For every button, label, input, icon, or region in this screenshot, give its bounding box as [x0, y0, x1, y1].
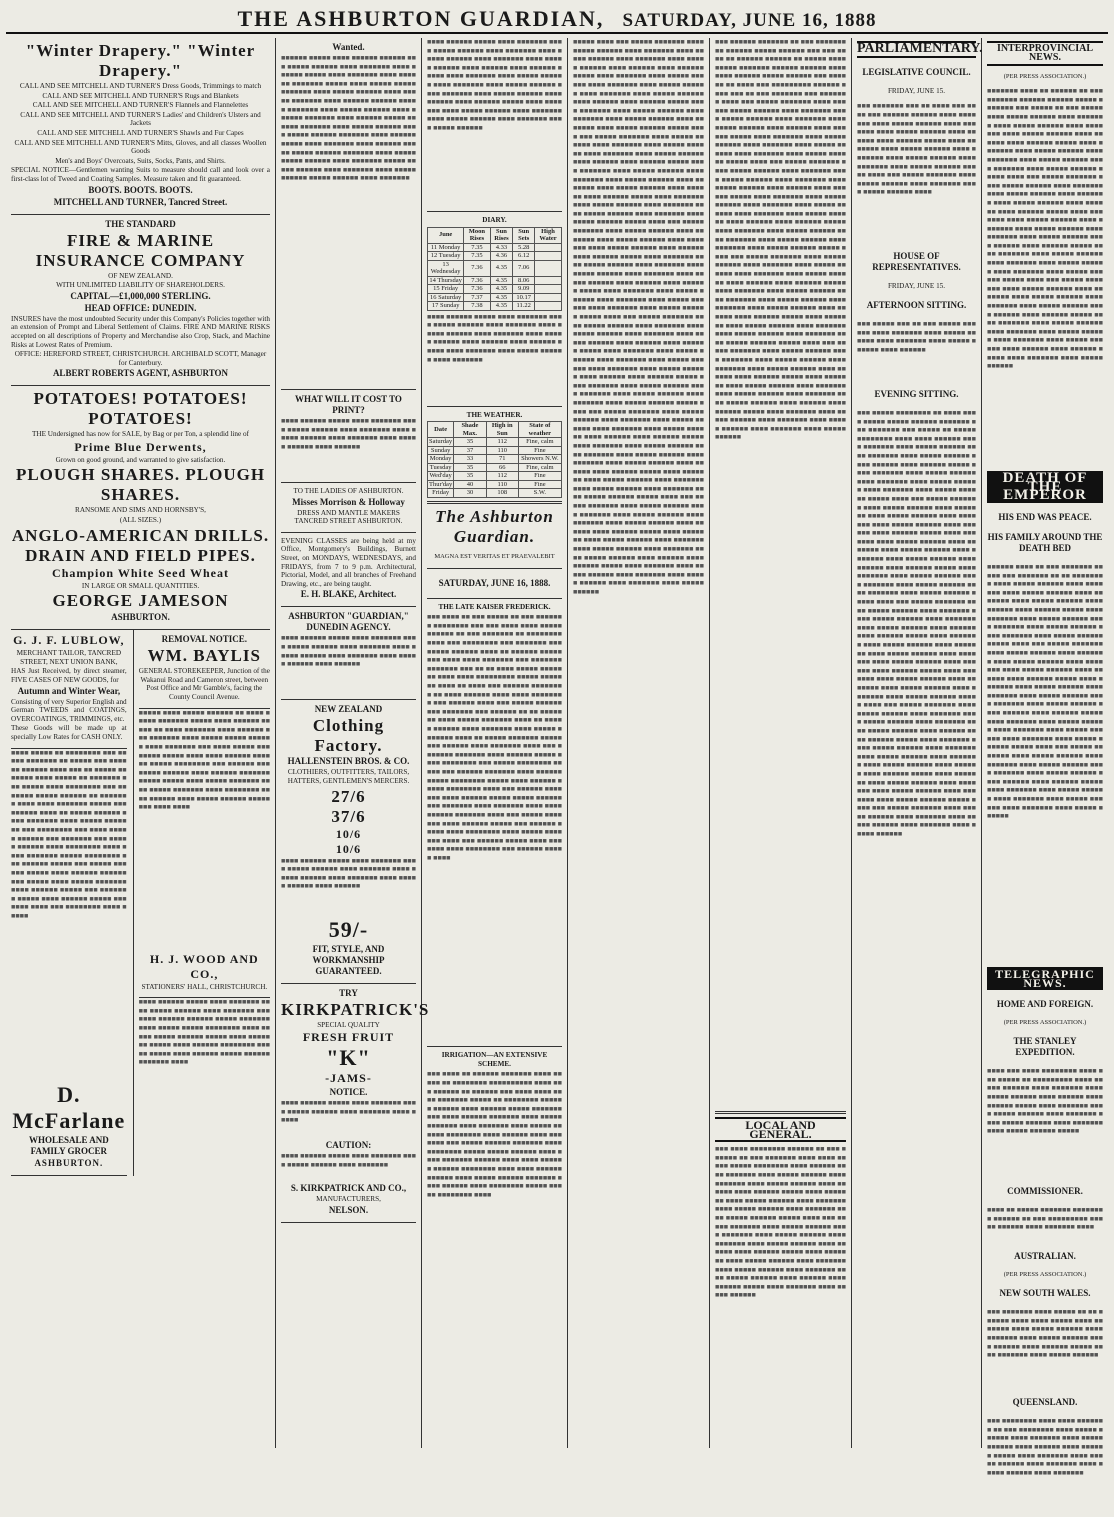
table-cell: 7.37: [464, 293, 490, 302]
table-cell: Fine: [518, 472, 561, 481]
mcfarlane-sub: WHOLESALE AND FAMILY GROCER: [28, 1134, 109, 1156]
table-cell: Fine, calm: [518, 463, 561, 472]
try: TRY: [339, 987, 358, 998]
manufacturers: MANUFACTURERS,: [316, 1195, 381, 1204]
baylis-name: WM. BAYLIS: [147, 646, 261, 666]
blake-name: E. H. BLAKE, Architect.: [300, 589, 397, 600]
ad-evening-classes: [281, 533, 416, 608]
column-2: [276, 38, 430, 1448]
table-cell: 37: [454, 446, 486, 455]
filler-text: ■■■■ ■■■■■■ ■■■■■ ■■■■ ■■■■■■■ ■■■■ ■■■■■ ■■■■■■ ■■■■ ■■■■■■■ ■■■■ ■■■■■ ■■■■■■ ■■■■ ■■■■■■■ ■■■■ ■■■■■ ■■■■■■ ■■■■ ■■■■■■ ■■■■ ■■■■■■ ■■■■■ ■■■■ ■■■■■■■ ■■■■ ■■■■■ ■■■■■■ ■■■■ ■■■■■■■: [427, 312, 562, 364]
baylis-sub: GENERAL STOREKEEPER, Junction of the Wakanui Road and Cameron street, between Post Office and Mr Gamble's, facing the County Council Avenue.: [138, 667, 270, 702]
table-cell: 7.36: [464, 260, 490, 276]
table-cell: Fine: [518, 480, 561, 489]
columns: [6, 38, 1108, 1477]
weather-table: [427, 421, 562, 498]
ad-kirkpatrick: [281, 984, 430, 1223]
table-cell: Showers N.W.: [518, 455, 561, 464]
ad-winter-drapery: [11, 38, 270, 215]
caution: CAUTION:: [325, 1140, 372, 1151]
table-row: [428, 252, 562, 261]
removal-notice: REMOVAL NOTICE.: [161, 634, 247, 645]
table-cell: 30: [454, 489, 486, 498]
table-cell: Thur'day: [429, 480, 453, 488]
family-heading: HIS FAMILY AROUND THE DEATH BED: [987, 531, 1103, 553]
diary-col-header: Sun Sets: [513, 227, 535, 243]
diary-heading: DIARY.: [482, 216, 507, 224]
table-cell: 35: [454, 463, 486, 472]
jameson-town: ASHBURTON.: [111, 612, 170, 623]
col1-lower-right: [133, 630, 270, 1175]
table-cell: Saturday: [429, 438, 453, 446]
table-cell: [534, 243, 561, 252]
ad-lublow: [11, 630, 127, 748]
ad-print-cost: [281, 390, 416, 483]
table-cell: [534, 302, 561, 311]
press-assoc: (PER PRESS ASSOCIATION.): [1003, 72, 1087, 80]
filler-text: ■■■ ■■■■■ ■■■ ■■ ■■■ ■■■■■ ■■■■■■ ■■■■ ■■■■■■■ ■■■■ ■■■■■ ■■■■■■ ■■■■ ■■■■■■■ ■■■■ ■■■■■ ■■■■■■ ■■■■ ■■■■■■: [857, 319, 976, 354]
table-cell: 35: [454, 438, 486, 447]
table-row: [428, 243, 562, 252]
weather-col-header: Date: [428, 422, 454, 438]
filler-text: ■■■ ■■■■ ■■ ■■■ ■■■■■ ■■ ■■■ ■■■■■■■ ■■■■■■■■ ■■■ ■■■ ■■■■ ■■■■ ■■■■■■■■■■■ ■■ ■■■ ■■■■■■■ ■■ ■■■■■■■■ ■■■■ ■■■ ■■■■■■■■ ■■■ ■■■■■■■ ■■■ ■■■■■ ■■■■■■ ■■■■ ■■ ■■■■■■ ■■■■■ ■■■ ■■■■ ■■■■ ■■■■■■■ ■■■ ■■■■■■■ ■■■■■■■ ■■■ ■■ ■■ ■■■■ ■■■■■ ■■■■■■■ ■■■■ ■■■■ ■■■■■■■■■ ■■■■■ ■■■■■■■ ■■■■ ■■ ■■■■ ■■■ ■■■■■■ ■■■■■■■■ ■■ ■■■■ ■■■■■■ ■■■■ ■■■■ ■■■■■■■■ ■■■ ■■■■■■ ■■■■ ■■■ ■■■■■ ■■■■■■ ■■■ ■■■■■■■ ■■■ ■■■■■■ ■■ ■■ ■■■■■■■ ■■■■ ■■■■■ ■■■■■■■ ■■■■ ■■ ■■■■■ ■■■■■■ ■■■■ ■■■■■■■ ■■■■ ■■■■■ ■■■■■■■ ■■■■ ■■ ■■■■■ ■■■■■■■ ■■■■■ ■■■ ■■■■■■ ■■■■ ■■■■■■■ ■■■■ ■■■ ■■■■■■■ ■■■■■■■ ■■■■ ■■■■■■ ■■■■■ ■■■■ ■■■■■■■■ ■■■ ■■■■■ ■■■■■■■■ ■■■■■ ■■■ ■■■■■■ ■■■■■■■ ■■■■ ■■■■■■ ■■■■■ ■■■■■■■■ ■■■■■ ■■■■ ■■■■■■ ■■■■■ ■■■■■■■■ ■■■■ ■■■ ■■■■■■ ■■■■■■■ ■■■■ ■■■■■■ ■■■■■ ■■■■■ ■■■■■■ ■■■ ■■■■■■■ ■■■■ ■■■■■■■ ■■■■ ■■■■ ■■■■■■ ■■■■■■■ ■■■■ ■■■ ■■■■■ ■■■■■■■ ■■■■ ■■■■■■ ■■■■■ ■■■ ■■■■■■ ■■■■■ ■■■■ ■■■■■■■■ ■■■■ ■■■■■ ■■■■■■■ ■■■■ ■■■ ■■■■■■ ■■■■■ ■■■■ ■■■■■■■ ■■■■ ■■■■■■■■ ■■■ ■■■■■■ ■■■■■ ■■■■: [427, 613, 562, 862]
ad-insurance: [11, 215, 270, 387]
table-cell: Wed'day: [429, 472, 452, 480]
boots: BOOTS. BOOTS. BOOTS.: [88, 184, 193, 195]
col1-lower-left: [11, 630, 127, 1175]
table-row: [428, 293, 562, 302]
filler-text: ■■■■ ■■■■■■ ■■■■■ ■■■■ ■■■■■■■ ■■■■ ■■■■■ ■■■■■■ ■■■■ ■■■■■■■: [281, 1152, 416, 1169]
winter-line: CALL AND SEE MITCHELL AND TURNER'S Mitts, Gloves, and all classes Woollen Goods: [14, 138, 267, 156]
wanted-section: [281, 38, 416, 390]
table-cell: 7.36: [464, 276, 490, 285]
table-cell: 4.35: [490, 302, 513, 311]
filler-text: ■■■ ■■■■ ■■ ■■■■■■ ■■■■■■■ ■■■■ ■■■■■ ■■ ■■■■■■■■ ■■■■■■■■■■ ■■■■ ■■■ ■■■■■■ ■■ ■■■■■■ ■■■ ■■■■ ■■■■ ■■■■ ■■■■■■■ ■■■■■ ■■ ■■■■■■■■ ■■■■■■ ■■■■■■ ■■■■ ■■■■■■ ■■■■■ ■■■■■■■ ■■■ ■■■■ ■■■■■■ ■■■■■■■ ■■■■ ■■■■■ ■■■■■■■ ■■■■ ■■■■■■■ ■■■■ ■■■■■ ■■■■■■ ■■■■■■■■ ■■■■ ■■■■■■ ■■■■ ■■■■■■■ ■■■ ■■■■■ ■■■■■■ ■■■■■■■ ■■■■ ■■■■■■■■ ■■■■■ ■■■■■ ■■■■■■ ■■■■ ■■■■ ■■■■■■■ ■■■■■■ ■■■■ ■■■■ ■■■■■■ ■■■■■■ ■■■■■■■■ ■■■■ ■■■■ ■■■■■■ ■■■■■■ ■■■■ ■■■■■ ■■■■■■ ■■■■■■■ ■■■■ ■■■■■■ ■■■■ ■■■■■■■■ ■■■■■ ■■■■■ ■■■■■■■■ ■■■■: [427, 1070, 562, 1199]
dunedin-agency: ASHBURTON "GUARDIAN," DUNEDIN AGENCY.: [288, 611, 409, 633]
table-cell: 7.35: [464, 252, 490, 261]
wood-name: H. J. WOOD AND CO.,: [149, 951, 259, 981]
table-cell: 4.35: [490, 260, 513, 276]
ad-morrison: [281, 483, 416, 533]
table-cell: 7.06: [513, 260, 535, 276]
table-cell: 4.35: [490, 293, 513, 302]
council-heading: LEGISLATIVE COUNCIL.: [862, 66, 971, 77]
col1-lower: [11, 630, 270, 1175]
table-cell: 110: [486, 480, 518, 489]
winter-heading: "Winter Drapery." "Winter Drapery.": [25, 41, 256, 80]
table-row: [428, 472, 562, 481]
nz-label: OF NEW ZEALAND.: [108, 271, 173, 280]
table-cell: Fine: [518, 446, 561, 455]
ad-wood: [139, 949, 270, 999]
table-cell: Fine, calm: [518, 438, 561, 447]
nz-clothing: NEW ZEALAND: [314, 704, 383, 715]
table-cell: 12 Tuesday: [428, 252, 464, 261]
plough-heading: PLOUGH SHARES. PLOUGH SHARES.: [15, 465, 266, 505]
fresh-fruit: FRESH FRUIT: [302, 1030, 395, 1045]
autumn-heading: Autumn and Winter Wear,: [17, 685, 121, 696]
derwents-sub: Grown on good ground, and warranted to give satisfaction.: [55, 455, 226, 464]
wheat-sub: IN LARGE OR SMALL QUANTITIES.: [81, 581, 200, 590]
table-cell: Monday: [428, 455, 454, 464]
masthead: [6, 6, 1108, 34]
table-cell: [534, 276, 561, 285]
winter-line: CALL AND SEE MITCHELL AND TURNER'S Dress Goods, Trimmings to match: [19, 82, 262, 90]
lublow-name: G. J. F. LUBLOW,: [13, 633, 125, 648]
table-cell: 4.36: [490, 252, 513, 261]
winter-line: CALL AND SEE MITCHELL AND TURNER'S Rugs and Blankets: [42, 91, 239, 100]
winter-line: Men's and Boys' Overcoats, Suits, Socks, Pants, and Shirts.: [55, 156, 226, 165]
table-row: [428, 302, 562, 311]
nelson: NELSON.: [328, 1204, 369, 1215]
table-cell: 71: [486, 455, 518, 464]
weather-col-header: State of weather: [518, 422, 561, 438]
filler-text: ■■■■ ■■■■■■ ■■■■■ ■■■■ ■■■■■■■ ■■■■ ■■■■■ ■■■■■■ ■■■■ ■■■■■■■ ■■■■ ■■■■■: [281, 1099, 416, 1125]
peace-heading: HIS END WAS PEACE.: [998, 511, 1092, 522]
table-row: [428, 463, 562, 472]
table-cell: [534, 260, 561, 276]
nsw-heading: NEW SOUTH WALES.: [999, 1288, 1091, 1299]
hallenstein-sub: CLOTHIERS, OUTFITTERS, TAILORS, HATTERS, GENTLEMEN'S MERCERS.: [287, 768, 410, 785]
column-3: [422, 38, 568, 1448]
table-cell: 112: [486, 472, 518, 481]
ad-clothing-factory: [281, 700, 416, 983]
lublow-text: HAS Just Received, by direct steamer, FIVE CASES OF NEW GOODS, for: [11, 667, 127, 685]
ad-baylis: [139, 630, 270, 708]
price: 27/6: [331, 786, 366, 806]
jams: -JAMS-: [325, 1071, 372, 1086]
price: 10/6: [335, 841, 362, 856]
liability: WITH UNLIMITED LIABILITY OF SHAREHOLDERS.: [56, 281, 225, 290]
table-cell: 66: [486, 463, 518, 472]
ransome: RANSOME AND SIMS AND HORNSBY'S,: [75, 506, 206, 515]
autumn-text: Consisting of very Superior English and German TWEEDS and COATINGS, OVERCOATINGS, TRIMMINGS, etc.: [11, 697, 127, 723]
ad-dunedin-agency: [281, 607, 416, 700]
table-cell: 35: [454, 472, 486, 481]
afternoon-heading: AFTERNOON SITTING.: [866, 299, 967, 310]
table-cell: 15 Friday: [428, 285, 464, 294]
lublow-sub: MERCHANT TAILOR, TANCRED STREET, NEXT UNION BANK,: [16, 649, 122, 666]
filler-text: ■■■ ■■■■■■ ■■■■■■■ ■■ ■■■ ■■■■■■■■■ ■■■■■■ ■■■■■ ■■■■■■ ■■■ ■■■ ■■■■ ■■ ■■■■■■ ■■■■■■ ■■ ■■■■■ ■■■■■■■■■ ■■■■■■■ ■■■■■■ ■■■■■■ ■■■■ ■■■■ ■■■■■■ ■■■■■ ■■■■■■ ■■■ ■■■■■■ ■■ ■■■■ ■■■ ■■■■■■■■■ ■■■■■■ ■■■■ ■■■ ■■ ■■■ ■■■■■■■ ■■■ ■■■■■■■ ■■■■ ■■■ ■■■■■ ■■■■■■■ ■■■■ ■■■■■■ ■■■■■ ■■■■■■ ■■■■ ■■■■■■■ ■■■■ ■■■■■ ■■■■■■ ■■■■ ■■■■■■■ ■■■■ ■■■■■ ■■■■■■ ■■■■ ■■■■■■ ■■■■ ■■■■■■ ■■■■■ ■■■■ ■■■■■■■ ■■■■ ■■■■■ ■■■■■■ ■■■■ ■■■■■■■ ■■■■ ■■■■■ ■■■■■■ ■■■■ ■■■■■■■ ■■■■ ■■■■■ ■■■■■■ ■■■■■ ■■■■ ■■■ ■■■■■ ■■■■■■■ ■■■■ ■■■■■ ■■■■■■ ■■■■ ■■■■■■■ ■■■■ ■■■■■ ■■■■■■ ■■■■ ■■■■■■■ ■■■■ ■■■■■ ■■■■■■ ■■■■ ■■■■■■ ■■■■ ■■■■■■ ■■■■■ ■■■■ ■■■■■■■ ■■■■ ■■■■■ ■■■■■■ ■■■■ ■■■■■■■ ■■■■ ■■■■■ ■■■■■■ ■■■■ ■■■■■■■ ■■■■ ■■■■■ ■■■■■■ ■■■■ ■■■■■■ ■■■■ ■■■■■■ ■■■■■ ■■■■ ■■■■■■■ ■■■■ ■■■■■ ■■■■■■ ■■■■ ■■■■■■■ ■■■■ ■■■■■ ■■■■■■ ■■■■ ■■■■■■■ ■■■■ ■■■■■ ■■■■■■ ■■■■■ ■■■■ ■■■ ■■■■■ ■■■■■■■ ■■■■ ■■■■■ ■■■■■■ ■■■■ ■■■■■■■ ■■■■ ■■■■■ ■■■■■■ ■■■■ ■■■■■■■ ■■■■ ■■■■■ ■■■■■■ ■■■■ ■■■■■■ ■■■■ ■■■■■■ ■■■■■ ■■■■ ■■■■■■■ ■■■■ ■■■■■ ■■■■■■ ■■■■ ■■■■■■■ ■■■■ ■■■■■ ■■■■■■ ■■■■ ■■■■■■■ ■■■■ ■■■■■ ■■■■■■ ■■■■ ■■■■■■ ■■■■ ■■■■■■ ■■■■■ ■■■■ ■■■■■■■ ■■■■ ■■■■■ ■■■■■■ ■■■■ ■■■■■■■ ■■■■ ■■■■■ ■■■■■■ ■■■■ ■■■■■■■ ■■■■ ■■■■■ ■■■■■■ ■■■■■ ■■■■ ■■■ ■■■■■ ■■■■■■■ ■■■■ ■■■■■ ■■■■■■ ■■■■ ■■■■■■■ ■■■■ ■■■■■ ■■■■■■ ■■■■ ■■■■■■■ ■■■■ ■■■■■ ■■■■■■ ■■■■ ■■■■■■ ■■■■ ■■■■■■ ■■■■■ ■■■■ ■■■■■■■ ■■■■ ■■■■■ ■■■■■■ ■■■■ ■■■■■■■ ■■■■ ■■■■■ ■■■■■■ ■■■■ ■■■■■■■ ■■■■ ■■■■■ ■■■■■■ ■■■■ ■■■■■■ ■■■■ ■■■■■■ ■■■■■ ■■■■ ■■■■■■■ ■■■■ ■■■■■ ■■■■■■ ■■■■ ■■■■■■■ ■■■■ ■■■■■ ■■■■■■ ■■■■ ■■■■■■■ ■■■■ ■■■■■ ■■■■■■: [715, 38, 846, 442]
jameson-name: GEORGE JAMESON: [52, 591, 229, 611]
winter-notice: SPECIAL NOTICE—Gentlemen wanting Suits to measure should call and look over a first-class lot of Tweed and Coating Samples. Measure taken and fit guaranteed.: [11, 166, 270, 183]
masthead-title: THE ASHBURTON GUARDIAN,: [237, 6, 605, 31]
stanley-heading: THE STANLEY EXPEDITION.: [1013, 1036, 1077, 1058]
table-row: [428, 455, 562, 464]
table-cell: 11.22: [513, 302, 535, 311]
irrigation-heading: IRRIGATION—AN EXTENSIVE SCHEME.: [441, 1051, 548, 1068]
filler-text: ■■■■ ■■■■■■ ■■■■■ ■■■■ ■■■■■■■ ■■■■ ■■■■■ ■■■■■■ ■■■■ ■■■■■■■ ■■■■ ■■■■■ ■■■■■■ ■■■■ ■■■■■■■ ■■■■ ■■■■■ ■■■■■■ ■■■■ ■■■■■■: [281, 856, 416, 891]
capital: CAPITAL—£1,000,000 STERLING.: [70, 290, 211, 301]
table-cell: 17 Sunday: [428, 302, 464, 311]
table-cell: [534, 285, 561, 294]
emperor-heading: DEATH OF THE EMPEROR: [987, 471, 1103, 503]
table-cell: S.W.: [518, 489, 561, 498]
paper-title: The Ashburton Guardian.: [435, 506, 554, 546]
masthead-date: SATURDAY, JUNE 16, 1888: [622, 10, 877, 31]
table-cell: 33: [454, 455, 486, 464]
winter-line: CALL AND SEE MITCHELL AND TURNER'S Ladies' and Children's Ulsters and Jackets: [20, 110, 261, 128]
sizes: (ALL SIZES.): [119, 516, 162, 525]
commissioner-heading: COMMISSIONER.: [1007, 1186, 1083, 1197]
kaiser-heading: THE LATE KAISER FREDERICK.: [438, 602, 551, 611]
evening-text: EVENING CLASSES are being held at my Office, Montgomery's Buildings, Burnett Street, on MONDAYS, WEDNESDAYS, and FRIDAYS, from 7 to 9 p.m. Architectural, Pictorial, Model, and all branches of Freehand Drawing, etc., are being taught.: [281, 536, 416, 588]
weather-col-header: High in Sun: [486, 422, 518, 438]
table-cell: 9.09: [513, 285, 535, 294]
branch-office: OFFICE: HEREFORD STREET, CHRISTCHURCH. ARCHIBALD SCOTT, Manager for Canterbury.: [14, 350, 267, 367]
agent: ALBERT ROBERTS AGENT, ASHBURTON: [52, 368, 229, 379]
potatoes-heading: POTATOES! POTATOES! POTATOES!: [33, 389, 248, 429]
ad-mcfarlane: [11, 1079, 127, 1176]
kirk-sub: SPECIAL QUALITY: [317, 1020, 380, 1029]
filler-text: ■■■ ■■■■■■■ ■■■■ ■■■■■ ■■ ■■ ■■■■■■ ■■■■ ■■■■ ■■■■■ ■■■■ ■■■■■■■ ■■■■ ■■■■■ ■■■■■■ ■■■■ ■■■■■■■ ■■■■ ■■■■■ ■■■■■■ ■■■■ ■■■■■■ ■■■■ ■■■■■■ ■■■■■ ■■■■ ■■■■■■■ ■■■■ ■■■■■ ■■■■■■: [987, 1308, 1103, 1360]
hallenstein-name: HALLENSTEIN BROS. & CO.: [287, 756, 410, 767]
filler-text: ■■■■ ■■■■■■ ■■■■■ ■■■■ ■■■■■■■ ■■■■ ■■■■■ ■■■■■■ ■■■■ ■■■■■■■ ■■■■ ■■■■■ ■■■■■■ ■■■■ ■■■■■■■ ■■■■ ■■■■■ ■■■■■■ ■■■■ ■■■■■■: [281, 417, 416, 451]
table-cell: 11 Monday: [428, 243, 464, 252]
table-cell: [534, 293, 561, 302]
table-row: [428, 260, 562, 276]
table-cell: [534, 252, 561, 261]
wheat-heading: Champion White Seed Wheat: [52, 565, 229, 580]
table-row: [428, 438, 562, 447]
winter-line: CALL AND SEE MITCHELL AND TURNER'S Flannels and Flannelettes: [32, 101, 249, 110]
filler-text: ■■■■■ ■■■■ ■■■ ■■■■■ ■■■■■■■ ■■■■ ■■■■■ ■■■■■■ ■■■■ ■■■■■■■ ■■■■ ■■■■■ ■■■■■■ ■■■■ ■■■■■■■ ■■■■ ■■■■■ ■■■■■■ ■■■■ ■■■■■■ ■■■■ ■■■■■■ ■■■■■ ■■■■ ■■■■■■■ ■■■■ ■■■■■ ■■■■■■ ■■■■ ■■■■■■■ ■■■■ ■■■■■ ■■■■■■ ■■■■ ■■■■■■■ ■■■■ ■■■■■ ■■■■■■ ■■■■ ■■■■■■ ■■■■ ■■■■■■ ■■■■■ ■■■■ ■■■■■■■ ■■■■ ■■■■■ ■■■■■■ ■■■■ ■■■■■■■ ■■■■ ■■■■■ ■■■■■■ ■■■■ ■■■■■■■ ■■■■ ■■■■■ ■■■■■■ ■■■■■ ■■■■ ■■■ ■■■■■ ■■■■■■■ ■■■■ ■■■■■ ■■■■■■ ■■■■ ■■■■■■■ ■■■■ ■■■■■ ■■■■■■ ■■■■ ■■■■■■■ ■■■■ ■■■■■ ■■■■■■ ■■■■ ■■■■■■ ■■■■ ■■■■■■ ■■■■■ ■■■■ ■■■■■■■ ■■■■ ■■■■■ ■■■■■■ ■■■■ ■■■■■■■ ■■■■ ■■■■■ ■■■■■■ ■■■■ ■■■■■■■ ■■■■ ■■■■■ ■■■■■■ ■■■■ ■■■■■■ ■■■■ ■■■■■■ ■■■■■ ■■■■ ■■■■■■■ ■■■■ ■■■■■ ■■■■■■ ■■■■ ■■■■■■■ ■■■■ ■■■■■ ■■■■■■ ■■■■ ■■■■■■■ ■■■■ ■■■■■ ■■■■■■ ■■■■■ ■■■■ ■■■ ■■■■■ ■■■■■■■ ■■■■ ■■■■■ ■■■■■■ ■■■■ ■■■■■■■ ■■■■ ■■■■■ ■■■■■■ ■■■■ ■■■■■■■ ■■■■ ■■■■■ ■■■■■■ ■■■■ ■■■■■■ ■■■■ ■■■■■■ ■■■■■ ■■■■ ■■■■■■■ ■■■■ ■■■■■ ■■■■■■ ■■■■ ■■■■■■■ ■■■■ ■■■■■ ■■■■■■ ■■■■ ■■■■■■■ ■■■■ ■■■■■ ■■■■■■ ■■■■ ■■■■■■ ■■■■ ■■■■■■ ■■■■■ ■■■■ ■■■■■■■ ■■■■ ■■■■■ ■■■■■■ ■■■■ ■■■■■■■ ■■■■ ■■■■■ ■■■■■■ ■■■■ ■■■■■■■ ■■■■ ■■■■■ ■■■■■■ ■■■■■ ■■■■ ■■■ ■■■■■ ■■■■■■■ ■■■■ ■■■■■ ■■■■■■ ■■■■ ■■■■■■■ ■■■■ ■■■■■ ■■■■■■ ■■■■ ■■■■■■■ ■■■■ ■■■■■ ■■■■■■ ■■■■ ■■■■■■ ■■■■ ■■■■■■ ■■■■■ ■■■■ ■■■■■■■ ■■■■ ■■■■■ ■■■■■■ ■■■■ ■■■■■■■ ■■■■ ■■■■■ ■■■■■■ ■■■■ ■■■■■■■ ■■■■ ■■■■■ ■■■■■■ ■■■■ ■■■■■■ ■■■■ ■■■■■■ ■■■■■ ■■■■ ■■■■■■■ ■■■■ ■■■■■ ■■■■■■ ■■■■ ■■■■■■■ ■■■■ ■■■■■ ■■■■■■ ■■■■ ■■■■■■■ ■■■■ ■■■■■ ■■■■■■ ■■■■■ ■■■■ ■■■ ■■■■■ ■■■■■■■ ■■■■ ■■■■■ ■■■■■■ ■■■■ ■■■■■■■ ■■■■ ■■■■■ ■■■■■■ ■■■■ ■■■■■■■ ■■■■ ■■■■■ ■■■■■■ ■■■■ ■■■■■■ ■■■■ ■■■■■■ ■■■■■ ■■■■ ■■■■■■■ ■■■■ ■■■■■ ■■■■■■ ■■■■ ■■■■■■■ ■■■■ ■■■■■ ■■■■■■ ■■■■ ■■■■■■■ ■■■■ ■■■■■ ■■■■■■ ■■■■ ■■■■■■ ■■■■ ■■■■■■ ■■■■■ ■■■■ ■■■■■■■ ■■■■ ■■■■■ ■■■■■■ ■■■■ ■■■■■■■ ■■■■ ■■■■■ ■■■■■■ ■■■■ ■■■■■■■ ■■■■ ■■■■■ ■■■■■■ ■■■■■ ■■■■ ■■■ ■■■■■ ■■■■■■■ ■■■■ ■■■■■ ■■■■■■ ■■■■ ■■■■■■■ ■■■■ ■■■■■ ■■■■■■ ■■■■ ■■■■■■■ ■■■■ ■■■■■ ■■■■■■ ■■■■ ■■■■■■ ■■■■ ■■■■■■ ■■■■■ ■■■■ ■■■■■■■ ■■■■ ■■■■■ ■■■■■■ ■■■■ ■■■■■■■ ■■■■ ■■■■■ ■■■■■■ ■■■■ ■■■■■■■ ■■■■ ■■■■■ ■■■■■■ ■■■■ ■■■■■■ ■■■■ ■■■■■■ ■■■■■ ■■■■ ■■■■■■■ ■■■■ ■■■■■ ■■■■■■ ■■■■ ■■■■■■■ ■■■■ ■■■■■ ■■■■■■ ■■■■ ■■■■■■■ ■■■■ ■■■■■ ■■■■■■: [573, 38, 704, 596]
filler-text: ■■■■■■ ■■■■■ ■■■■ ■■■■■■ ■■■■■■ ■■■ ■■■■■ ■■■■■■ ■■■■ ■■■■■■■ ■■■■ ■■■■■■ ■■■■■ ■■■■ ■■■■■■■ ■■■■ ■■■■■■ ■■■■■■■ ■■■■■ ■■■■ ■■■■■ ■■■■■ ■■■■■■■ ■■■■ ■■■■■ ■■■■■■ ■■■■ ■■■■■ ■■■■■■■ ■■■■ ■■■■■■ ■■■■■■ ■■■■■ ■■■■■■■ ■■■■ ■■■■■ ■■■■■■ ■■■■ ■■■■■■ ■■■■■■■ ■■■■ ■■■■■■ ■■■■■ ■■■■■■ ■■■■■■■ ■■■■ ■■■■■ ■■■■■■ ■■■■ ■■■■■ ■■■■■■ ■■■■■■■ ■■■■ ■■■■■■ ■■■■■ ■■■■ ■■■■■■■ ■■■■ ■■■■■■ ■■■■■ ■■■■■ ■■■■■■ ■■■■■■■ ■■■■ ■■■■■ ■■■■■ ■■■■■■ ■■■■ ■■■■■■■ ■■■■■ ■■■■■ ■■■■■■ ■■■■ ■■■■■■■ ■■■■ ■■■■■ ■■■■■■ ■■■■■ ■■■■■■ ■■■■ ■■■■■■■: [281, 54, 416, 183]
weather-col-header: Shade Max.: [454, 422, 486, 438]
local-general-heading: LOCAL AND GENERAL.: [715, 1117, 846, 1142]
house-heading: HOUSE OF REPRESENTATIVES.: [872, 251, 961, 273]
fit-line: FIT, STYLE, AND WORKMANSHIP GUARANTEED.: [312, 943, 385, 976]
house-date: FRIDAY, JUNE 15.: [887, 282, 946, 291]
mcfarlane-name: D. McFarlane: [12, 1081, 126, 1133]
kirk-company: S. KIRKPATRICK AND CO.,: [290, 1183, 407, 1194]
table-cell: 4.35: [490, 276, 513, 285]
table-row: [428, 446, 562, 455]
filler-text: ■■■ ■■■■ ■■■■■■■■ ■■■■■■ ■■ ■■■ ■■■■■■ ■■ ■■■ ■■■■■■■ ■■■■ ■■■■ ■■ ■■■ ■■■■■ ■■■■■■■■ ■■■■ ■■■■■■ ■■■■ ■■■■■■■ ■■■■ ■■■■■ ■■■■■■ ■■■■ ■■■■■■■ ■■■■ ■■■■■ ■■■■■■ ■■■■ ■■■■■■ ■■■■ ■■■■■■ ■■■■■ ■■■■ ■■■■■■■ ■■■■ ■■■■■ ■■■■■■ ■■■■ ■■■■■■■ ■■■■ ■■■■■ ■■■■■■ ■■■■ ■■■■■■■ ■■■■ ■■■■■ ■■■■■■ ■■■■■ ■■■■ ■■■ ■■■■■ ■■■■■■■ ■■■■ ■■■■■ ■■■■■■ ■■■■ ■■■■■■■ ■■■■ ■■■■■ ■■■■■■ ■■■■ ■■■■■■■ ■■■■ ■■■■■ ■■■■■■ ■■■■ ■■■■■■ ■■■■ ■■■■■■ ■■■■■ ■■■■ ■■■■■■■ ■■■■ ■■■■■ ■■■■■■ ■■■■ ■■■■■■■ ■■■■ ■■■■■ ■■■■■■ ■■■■ ■■■■■■■ ■■■■ ■■■■■ ■■■■■■ ■■■■ ■■■■■■ ■■■■ ■■■■■■ ■■■■■ ■■■■ ■■■■■■■ ■■■■ ■■■■■ ■■■■■■: [715, 1145, 846, 1300]
table-row: [428, 285, 562, 294]
filler-text: ■■■■ ■■ ■■■■■ ■■■■■■■ ■■■■■■■■ ■■■■■■ ■■ ■■■ ■■■■■■■■■ ■■■■■ ■■■■■■ ■■■■ ■■■■■■■ ■■■■: [987, 1206, 1103, 1232]
price: 37/6: [331, 806, 366, 826]
filler-text: ■■■■ ■■■■■■ ■■■■■ ■■■■ ■■■■■■■ ■■■■ ■■■■■ ■■■■■■ ■■■■ ■■■■■■■ ■■■■ ■■■■■ ■■■■■■ ■■■■ ■■■■■■■ ■■■■ ■■■■■ ■■■■■■ ■■■■ ■■■■■■ ■■■■ ■■■■■■ ■■■■■ ■■■■ ■■■■■■■ ■■■■ ■■■■■ ■■■■■■ ■■■■ ■■■■■■■ ■■■■ ■■■■■ ■■■■■■ ■■■■ ■■■■■■■ ■■■■ ■■■■■ ■■■■■■ ■■■■ ■■■■■■ ■■■■ ■■■■■■ ■■■■■ ■■■■ ■■■■■■■ ■■■■ ■■■■■ ■■■■■■ ■■■■ ■■■■■■■ ■■■■ ■■■■■ ■■■■■■ ■■■■ ■■■■■■■ ■■■■ ■■■■■ ■■■■■■: [427, 38, 562, 132]
filler-text: ■■■■ ■■■■■■ ■■■■■ ■■■■ ■■■■■■■ ■■■■ ■■■■■ ■■■■■■ ■■■■ ■■■■■■■ ■■■■ ■■■■■ ■■■■■■ ■■■■ ■■■■■■■ ■■■■ ■■■■■ ■■■■■■ ■■■■ ■■■■■■: [281, 634, 416, 669]
table-cell: 110: [486, 446, 518, 455]
derwents: Prime Blue Derwents,: [74, 439, 207, 454]
table-cell: 7.36: [464, 285, 490, 294]
wanted-heading: Wanted.: [332, 42, 365, 52]
pipes-heading: DRAIN AND FIELD PIPES.: [25, 545, 256, 565]
table-cell: 40: [454, 480, 486, 489]
motto: MAGNA EST VERITAS ET PRAEVALEBIT: [434, 553, 555, 561]
table-cell: 16 Saturday: [428, 293, 464, 302]
k-brand: "K": [326, 1045, 371, 1071]
diary-table: [427, 227, 562, 311]
interprovincial-heading: INTERPROVINCIAL NEWS.: [987, 41, 1103, 66]
price-big: 59/-: [328, 916, 369, 942]
telegraphic-heading: TELEGRAPHIC NEWS.: [987, 967, 1103, 990]
drills-heading: ANGLO-AMERICAN DRILLS.: [11, 525, 270, 545]
table-cell: 14 Thursday: [429, 276, 462, 284]
clothing-title: Clothing Factory.: [312, 716, 385, 756]
home-foreign-heading: HOME AND FOREIGN.: [996, 999, 1094, 1010]
diary-col-header: High Water: [534, 227, 561, 243]
column-4: [568, 38, 710, 1448]
council-date: FRIDAY, JUNE 15.: [887, 86, 946, 95]
australian-heading: AUSTRALIAN.: [1014, 1251, 1076, 1262]
morrison-name: Misses Morrison & Holloway: [292, 496, 405, 507]
diary-col-header: Sun Rises: [490, 227, 513, 243]
notice: NOTICE.: [329, 1087, 368, 1098]
std-label: THE STANDARD: [105, 218, 176, 229]
filler-text: ■■■■■ ■■■■ ■■■■■ ■■■■■■ ■■ ■■■■ ■■■■■ ■■■■■■■ ■■■■■ ■■■■ ■■■■■■ ■■■■■ ■■ ■■■■ ■■■■■■■ ■■■■ ■■■■■■ ■■■ ■■■■■■■ ■■■■ ■■■■■ ■■■■■ ■■■■■■ ■■■■ ■■■■■■■ ■■■ ■■■■ ■■■■■ ■■■■■■■■ ■■■■■ ■■■■ ■■■■ ■■■■■■ ■■■■■■ ■■■■■ ■■■■■■■■ ■■■ ■■■■■■ ■■■ ■■■■■ ■■■■■■ ■■■■ ■■■■■■ ■■■■■■■ ■■■■■ ■■■■■ ■■■■ ■■■■■ ■■■■■■■ ■■■■ ■■■■■ ■■■■■■■ ■■■■ ■■■■■■■■ ■■■■ ■■■■■■ ■■■■ ■■■■■ ■■■■■■ ■■■■■■■■ ■■■■ ■■■■: [138, 708, 270, 812]
column-7: [982, 38, 1108, 1477]
filler-text: ■■■ ■■■■■■■■ ■■■■ ■■■■ ■■■■■■■ ■■ ■■■ ■■■■■■■■ ■■■■ ■■■■■ ■■■■■■ ■■■■ ■■■■■■■ ■■■■ ■■■■■ ■■■■■■ ■■■■ ■■■■■■ ■■■■ ■■■■■■ ■■■■■ ■■■■ ■■■■■■■ ■■■■ ■■■■■ ■■■■■■ ■■■■ ■■■■■■■ ■■■■ ■■■■■ ■■■■■■ ■■■■ ■■■■■■■: [987, 1417, 1103, 1477]
press-assoc: (PER PRESS ASSOCIATION.): [1003, 1019, 1087, 1027]
table-cell: 10.17: [513, 293, 535, 302]
table-cell: 13 Wednesday: [428, 260, 464, 276]
filler-text: ■■■■ ■■■■■■ ■■■■■ ■■■■ ■■■■■■■ ■■■■ ■■■■■ ■■■■■■ ■■■■ ■■■■■■■ ■■■ ■■■■ ■■■■■■ ■■■■■■ ■■■■■ ■■■■■■■ ■■■■ ■■■■■ ■■■■■ ■■■■■■■■ ■■■■ ■■■■■ ■■■■■ ■■■■■■ ■■■■■ ■■■■ ■■■■■■■ ■■■■■ ■■■■ ■■■■■■ ■■■■■■■■ ■■■■■ ■■■■■ ■■■■ ■■■■■■ ■■■■■ ■■■■■■ ■■■■■■■ ■■■■: [138, 998, 270, 1067]
diary-col-header: June: [428, 227, 464, 243]
ad-jameson: [11, 386, 270, 630]
evening-heading: EVENING SITTING.: [874, 388, 959, 399]
filler-text: ■■■ ■■■■■■■ ■■■ ■■ ■■■■ ■■■ ■■■■ ■■■ ■■■■■■ ■■■■■■ ■■■■ ■■■■■■■ ■■■■ ■■■■■ ■■■■■■ ■■■■ ■■■■■■■ ■■■■ ■■■■■ ■■■■■■ ■■■■ ■■■■■■ ■■■■ ■■■■■■ ■■■■■ ■■■■ ■■■■■■■ ■■■■ ■■■■■ ■■■■■■ ■■■■ ■■■■■■■ ■■■■ ■■■■■ ■■■■■■ ■■■■ ■■■■■■■ ■■■■ ■■■■■ ■■■■■■ ■■■■■ ■■■■ ■■■ ■■■■■ ■■■■■■■ ■■■■ ■■■■■ ■■■■■■ ■■■■ ■■■■■■■ ■■■■ ■■■■■ ■■■■■■ ■■■■: [857, 102, 976, 197]
kirk-name: KIRKPATRICK'S: [281, 999, 430, 1019]
table-cell: 4.35: [490, 285, 513, 294]
parliamentary-heading: PARLIAMENTARY.: [857, 41, 983, 56]
column-5: [710, 38, 852, 1448]
filler-text: ■■■■■■ ■■■■ ■■ ■■■ ■■■■■■■ ■■■■■ ■■■ ■■■■■■■ ■■ ■■ ■■■■■■■■ ■■■■ ■■■■■ ■■■■■■ ■■■■ ■■■■■■■ ■■■■ ■■■■■ ■■■■■■ ■■■■ ■■■■■■■ ■■■■ ■■■■■ ■■■■■■ ■■■■ ■■■■■■ ■■■■ ■■■■■■ ■■■■■ ■■■■ ■■■■■■■ ■■■■ ■■■■■ ■■■■■■ ■■■■ ■■■■■■■ ■■■■ ■■■■■ ■■■■■■ ■■■■ ■■■■■■■ ■■■■ ■■■■■ ■■■■■■ ■■■■■ ■■■■ ■■■ ■■■■■ ■■■■■■■ ■■■■ ■■■■■ ■■■■■■ ■■■■ ■■■■■■■ ■■■■ ■■■■■ ■■■■■■ ■■■■ ■■■■■■■ ■■■■ ■■■■■ ■■■■■■ ■■■■ ■■■■■■ ■■■■ ■■■■■■ ■■■■■ ■■■■ ■■■■■■■ ■■■■ ■■■■■ ■■■■■■ ■■■■ ■■■■■■■ ■■■■ ■■■■■ ■■■■■■ ■■■■ ■■■■■■■ ■■■■ ■■■■■ ■■■■■■ ■■■■ ■■■■■■ ■■■■ ■■■■■■ ■■■■■ ■■■■ ■■■■■■■ ■■■■ ■■■■■ ■■■■■■ ■■■■ ■■■■■■■ ■■■■ ■■■■■ ■■■■■■ ■■■■ ■■■■■■■ ■■■■ ■■■■■ ■■■■■■ ■■■■■ ■■■■ ■■■ ■■■■■ ■■■■■■■ ■■■■ ■■■■■ ■■■■■■ ■■■■ ■■■■■■■ ■■■■ ■■■■■ ■■■■■■ ■■■■ ■■■■■■■ ■■■■ ■■■■■ ■■■■■■ ■■■■ ■■■■■■ ■■■■ ■■■■■■ ■■■■■ ■■■■ ■■■■■■■ ■■■■ ■■■■■ ■■■■■■ ■■■■ ■■■■■■■ ■■■■ ■■■■■ ■■■■■■ ■■■■ ■■■■■■■ ■■■■ ■■■■■ ■■■■■■: [987, 562, 1103, 821]
table-row: [428, 480, 562, 489]
filler-text: ■■■■ ■■■ ■■■■ ■■■■■■■■ ■■■■ ■■■ ■■■■■ ■■ ■■■■■■■■■ ■■■■ ■■■■■ ■■■■■■ ■■■■ ■■■■■■■ ■■■■ ■■■■■ ■■■■■■ ■■■■ ■■■■■■ ■■■■ ■■■■■■ ■■■■■ ■■■■ ■■■■■■■ ■■■■ ■■■■■ ■■■■■■ ■■■■ ■■■■■■■ ■■■■ ■■■■■ ■■■■■■ ■■■■ ■■■■■■■ ■■■■ ■■■■■ ■■■■■■ ■■■■■: [987, 1067, 1103, 1136]
table-cell: 8.06: [513, 276, 535, 285]
table-cell: 6.12: [513, 252, 535, 261]
press-assoc: (PER PRESS ASSOCIATION.): [1003, 1271, 1087, 1279]
morrison-sub: DRESS AND MANTLE MAKERS TANCRED STREET ASHBURTON.: [294, 508, 403, 526]
diary-col-header: Moon Rises: [464, 227, 490, 243]
table-cell: 108: [486, 489, 518, 498]
table-row: [428, 489, 562, 498]
insures-text: INSURES have the most undoubted Security under this Company's Policies together with an extension of Prompt and Liberal Settlement of Claims. FIRE AND MARINE RISKS accepted on all descriptions of Property and Merchandise also Crop, Stack, and Machine Risks at Lowest Rates of Premium.: [11, 314, 270, 349]
fire-marine-title: FIRE & MARINE INSURANCE COMPANY: [35, 230, 246, 270]
potato-text: THE Undersigned has now for SALE, by Bag or per Ton, a splendid line of: [32, 430, 249, 439]
issue-date: SATURDAY, JUNE 16, 1888.: [438, 577, 551, 588]
wood-sub: STATIONERS' HALL, CHRISTCHURCH.: [141, 982, 268, 991]
filler-text: ■■■■ ■■■■■ ■■ ■■■■■■■■ ■■■ ■■■■■ ■■■■■■■ ■■ ■■■■■ ■■■ ■■■■■■ ■■■■■■ ■■■■ ■■■ ■■ ■■■■■ ■■■■■■■ ■■■■ ■■■■■ ■■ ■■■■■■■ ■■■ ■■■■■ ■■■■ ■■■■■■■■ ■■■ ■■■■■■■ ■■■■■ ■■■■■■ ■■ ■■■■■■■ ■■■■ ■■■■ ■■■■■■■ ■■■■■ ■■■ ■■■■■■ ■■■■ ■■ ■■■■■ ■■■■■■ ■■■■ ■■■■■■■ ■■■■ ■■■■■ ■■■■■■■ ■■■ ■■■■■■■■ ■■■ ■■■■ ■■■■■ ■■■■■■ ■■■ ■■■■■■■ ■■■ ■■■■■ ■■■■■■ ■■■■ ■■■■■■■■ ■■■■ ■■■■ ■■■■■■■ ■■■■■ ■■■■■■■■ ■■■ ■■■■■■ ■■■■■ ■■■ ■■■■■ ■■■■■■ ■■■■■ ■■■■ ■■■■■■ ■■■■■■■■■ ■■■■■ ■■■■ ■■■■■ ■■■■■■■ ■■■■ ■■■■■■ ■■■■■ ■■■ ■■■■■■■ ■■■■■ ■■■■ ■■■■■■ ■■■■■ ■■■■■■■ ■■■■ ■■■ ■■■■■■■■ ■■■■ ■■■■■: [11, 748, 127, 920]
price: 10/6: [335, 826, 362, 841]
weather-heading: THE WEATHER.: [466, 410, 523, 419]
table-cell: 7.38: [464, 302, 490, 311]
table-cell: 5.28: [513, 243, 535, 252]
table-row: [428, 276, 562, 285]
table-cell: Friday: [428, 489, 454, 498]
winter-line: CALL AND SEE MITCHELL AND TURNER'S Shawls and Fur Capes: [37, 128, 244, 137]
table-cell: Sunday: [428, 446, 454, 455]
column-1: [6, 38, 276, 1448]
head-office: HEAD OFFICE: DUNEDIN.: [84, 302, 197, 313]
ladies-line: TO THE LADIES OF ASHBURTON.: [293, 487, 404, 495]
mcfarlane-town: ASHBURTON.: [34, 1157, 104, 1168]
filler-text: ■■■■■■■ ■■■■ ■■ ■■■■■■ ■■ ■■■ ■■■■■■■ ■■■■■■ ■■■■■■ ■■■■■ ■■■■■■■ ■■■ ■■■■■ ■■ ■■■ ■■■■■ ■■■■ ■■■■■ ■■■■■■ ■■■■ ■■■■■■■ ■■■■ ■■■■■ ■■■■■■ ■■■■ ■■■■■■■ ■■■■ ■■■■■ ■■■■■■ ■■■■ ■■■■■■ ■■■■ ■■■■■■ ■■■■■ ■■■■ ■■■■■■■ ■■■■ ■■■■■ ■■■■■■ ■■■■ ■■■■■■■ ■■■■ ■■■■■ ■■■■■■ ■■■■ ■■■■■■■ ■■■■ ■■■■■ ■■■■■■ ■■■■■ ■■■■ ■■■ ■■■■■ ■■■■■■■ ■■■■ ■■■■■ ■■■■■■ ■■■■ ■■■■■■■ ■■■■ ■■■■■ ■■■■■■ ■■■■ ■■■■■■■ ■■■■ ■■■■■ ■■■■■■ ■■■■ ■■■■■■ ■■■■ ■■■■■■ ■■■■■ ■■■■ ■■■■■■■ ■■■■ ■■■■■ ■■■■■■ ■■■■ ■■■■■■■ ■■■■ ■■■■■ ■■■■■■ ■■■■ ■■■■■■■ ■■■■ ■■■■■ ■■■■■■ ■■■■ ■■■■■■ ■■■■ ■■■■■■ ■■■■■ ■■■■ ■■■■■■■ ■■■■ ■■■■■ ■■■■■■ ■■■■ ■■■■■■■ ■■■■ ■■■■■ ■■■■■■ ■■■■ ■■■■■■■ ■■■■ ■■■■■ ■■■■■■ ■■■■■ ■■■■ ■■■ ■■■■■ ■■■■■■■ ■■■■ ■■■■■ ■■■■■■ ■■■■ ■■■■■■■ ■■■■ ■■■■■ ■■■■■■ ■■■■ ■■■■■■■ ■■■■ ■■■■■ ■■■■■■ ■■■■ ■■■■■■ ■■■■ ■■■■■■ ■■■■■ ■■■■ ■■■■■■■ ■■■■ ■■■■■ ■■■■■■ ■■■■ ■■■■■■■ ■■■■ ■■■■■ ■■■■■■ ■■■■ ■■■■■■■ ■■■■ ■■■■■ ■■■■■■ ■■■■ ■■■■■■ ■■■■ ■■■■■■ ■■■■■ ■■■■ ■■■■■■■ ■■■■ ■■■■■ ■■■■■■: [987, 87, 1103, 371]
print-cost-heading: WHAT WILL IT COST TO PRINT?: [295, 394, 402, 415]
table-cell: 7.35: [464, 243, 490, 252]
table-cell: 112: [486, 438, 518, 447]
table-cell: 4.33: [490, 243, 513, 252]
filler-text: ■■■ ■■■■■ ■■■■■■■■ ■■ ■■■■ ■■■■ ■■■■■ ■■■■■ ■■■■■■ ■■■■■■■ ■■■ ■■■■■■■ ■■■ ■■■■■ ■■ ■■■■■ ■■■■■■■■ ■■■■ ■■■■ ■■■■■■ ■■■■ ■■■■■■■ ■■■■ ■■■■■ ■■■■■■ ■■■■ ■■■■■■■ ■■■■ ■■■■■ ■■■■■■ ■■■■ ■■■■■■ ■■■■ ■■■■■■ ■■■■■ ■■■■ ■■■■■■■ ■■■■ ■■■■■ ■■■■■■ ■■■■ ■■■■■■■ ■■■■ ■■■■■ ■■■■■■ ■■■■ ■■■■■■■ ■■■■ ■■■■■ ■■■■■■ ■■■■■ ■■■■ ■■■ ■■■■■ ■■■■■■■ ■■■■ ■■■■■ ■■■■■■ ■■■■ ■■■■■■■ ■■■■ ■■■■■ ■■■■■■ ■■■■ ■■■■■■■ ■■■■ ■■■■■ ■■■■■■ ■■■■ ■■■■■■ ■■■■ ■■■■■■ ■■■■■ ■■■■ ■■■■■■■ ■■■■ ■■■■■ ■■■■■■ ■■■■ ■■■■■■■ ■■■■ ■■■■■ ■■■■■■ ■■■■ ■■■■■■■ ■■■■ ■■■■■ ■■■■■■ ■■■■ ■■■■■■ ■■■■ ■■■■■■ ■■■■■ ■■■■ ■■■■■■■ ■■■■ ■■■■■ ■■■■■■ ■■■■ ■■■■■■■ ■■■■ ■■■■■ ■■■■■■ ■■■■ ■■■■■■■ ■■■■ ■■■■■ ■■■■■■ ■■■■■ ■■■■ ■■■ ■■■■■ ■■■■■■■ ■■■■ ■■■■■ ■■■■■■ ■■■■ ■■■■■■■ ■■■■ ■■■■■ ■■■■■■ ■■■■ ■■■■■■■ ■■■■ ■■■■■ ■■■■■■ ■■■■ ■■■■■■ ■■■■ ■■■■■■ ■■■■■ ■■■■ ■■■■■■■ ■■■■ ■■■■■ ■■■■■■ ■■■■ ■■■■■■■ ■■■■ ■■■■■ ■■■■■■ ■■■■ ■■■■■■■ ■■■■ ■■■■■ ■■■■■■ ■■■■ ■■■■■■ ■■■■ ■■■■■■ ■■■■■ ■■■■ ■■■■■■■ ■■■■ ■■■■■ ■■■■■■ ■■■■ ■■■■■■■ ■■■■ ■■■■■ ■■■■■■ ■■■■ ■■■■■■■ ■■■■ ■■■■■ ■■■■■■ ■■■■■ ■■■■ ■■■ ■■■■■ ■■■■■■■ ■■■■ ■■■■■ ■■■■■■ ■■■■ ■■■■■■■ ■■■■ ■■■■■ ■■■■■■ ■■■■ ■■■■■■■ ■■■■ ■■■■■ ■■■■■■ ■■■■ ■■■■■■ ■■■■ ■■■■■■ ■■■■■ ■■■■ ■■■■■■■ ■■■■ ■■■■■ ■■■■■■ ■■■■ ■■■■■■■ ■■■■ ■■■■■ ■■■■■■ ■■■■ ■■■■■■■ ■■■■ ■■■■■ ■■■■■■ ■■■■ ■■■■■■ ■■■■ ■■■■■■ ■■■■■ ■■■■ ■■■■■■■ ■■■■ ■■■■■ ■■■■■■ ■■■■ ■■■■■■■ ■■■■ ■■■■■ ■■■■■■ ■■■■ ■■■■■■■ ■■■■ ■■■■■ ■■■■■■ ■■■■■ ■■■■ ■■■ ■■■■■ ■■■■■■■ ■■■■ ■■■■■ ■■■■■■ ■■■■ ■■■■■■■ ■■■■ ■■■■■ ■■■■■■ ■■■■ ■■■■■■■ ■■■■ ■■■■■ ■■■■■■: [857, 408, 976, 839]
mitchell-turner: MITCHELL AND TURNER, Tancred Street.: [53, 196, 228, 207]
cash-text: These Goods will be made up at specially Low Rates for CASH ONLY.: [11, 724, 127, 741]
table-cell: Tuesday: [428, 463, 454, 472]
column-6: [852, 38, 982, 1448]
queensland-heading: QUEENSLAND.: [1012, 1397, 1078, 1408]
